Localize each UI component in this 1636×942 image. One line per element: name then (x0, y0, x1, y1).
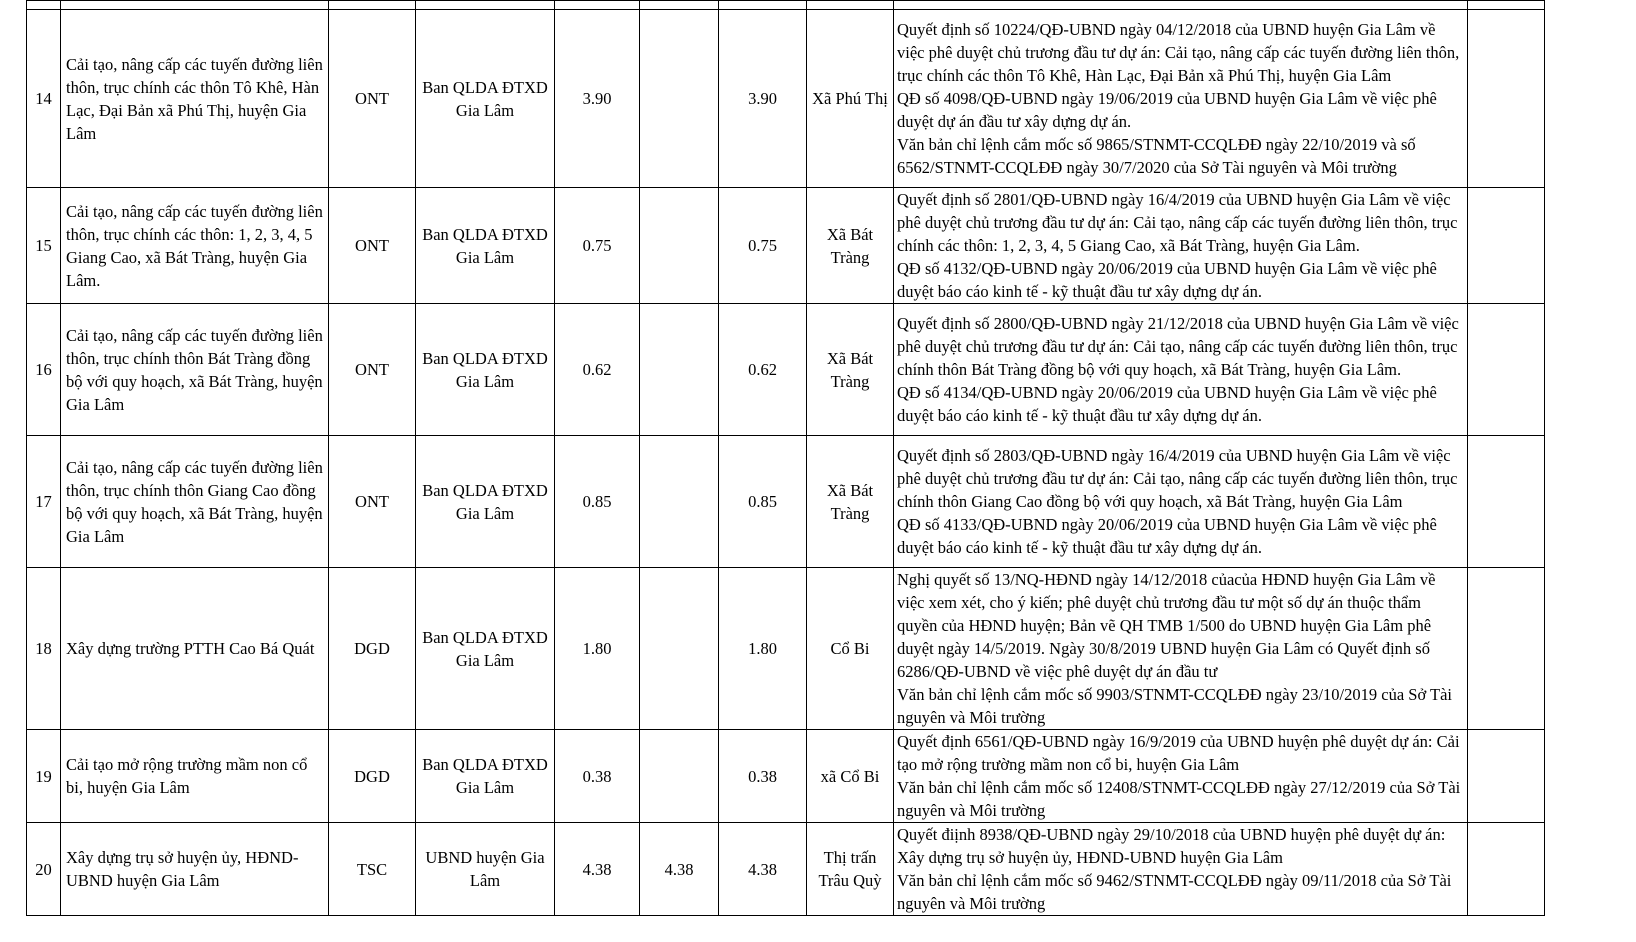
table-row (27, 436, 1545, 568)
cell-land-code: DGD (329, 730, 416, 823)
legal-basis-line: Nghị quyết số 13/NQ-HĐND ngày 14/12/2018 củacủa HĐND huyện Gia Lâm về việc xem xét, cho ý kiến; phê duyệt chủ trương đầu tư một số dự án thuộc thẩm quyền của HĐND huyện; Bản vẽ QH TMB 1/500 do UBND huyện Gia Lâm phê duyệt ngày 14/5/2019. Ngày 30/8/2019 UBND huyện Gia Lâm có Quyết định số 6286/QĐ-UBND về việc phê duyệt dự án đầu tư (897, 570, 1436, 681)
legal-basis-line: QĐ số 4098/QĐ-UBND ngày 19/06/2019 của UBND huyện Gia Lâm về việc phê duyệt dự án đầu tư xây dựng dự án. (897, 89, 1437, 131)
cell-stt: 14 (27, 10, 61, 188)
legal-basis-line: Quyết định 6561/QĐ-UBND ngày 16/9/2019 của UBND huyện phê duyệt dự án: Cải tạo mở rộng trường mầm non cổ bi, huyện Gia Lâm (897, 732, 1460, 774)
cell-note (1468, 188, 1545, 304)
cell-investor: UBND huyện Gia Lâm (416, 823, 555, 916)
cell-area: 0.62 (555, 304, 640, 436)
cell-area-3: 0.62 (719, 304, 807, 436)
table-row (27, 10, 1545, 188)
legal-basis-line: Văn bản chỉ lệnh cắm mốc số 9865/STNMT-CCQLĐĐ ngày 22/10/2019 và số 6562/STNMT-CCQLĐĐ ngày 30/7/2020 của Sở Tài nguyên và Môi trường (897, 135, 1416, 177)
cell-legal-basis (894, 188, 1468, 304)
legal-basis-line: Quyết định số 2800/QĐ-UBND ngày 21/12/2018 của UBND huyện Gia Lâm về việc phê duyệt chủ trương đầu tư dự án: Cải tạo, nâng cấp các tuyến đường liên thôn, trục chính thôn Bát Tràng đồng bộ với quy hoạch, xã Bát Tràng, huyện Gia Lâm. (897, 314, 1459, 379)
cell-legal-basis (894, 436, 1468, 568)
cell-stub (894, 1, 1468, 10)
cell-location: Thị trấn Trâu Quỳ (807, 823, 894, 916)
cell-project-name: Xây dựng trụ sở huyện ủy, HĐND-UBND huyện Gia Lâm (61, 823, 329, 916)
cell-project-name: Cải tạo, nâng cấp các tuyến đường liên thôn, trục chính thôn Bát Tràng đồng bộ với quy hoạch, xã Bát Tràng, huyện Gia Lâm (61, 304, 329, 436)
cell-legal-basis (894, 10, 1468, 188)
cell-land-code: TSC (329, 823, 416, 916)
cell-area-3: 0.85 (719, 436, 807, 568)
land-use-project-table (26, 0, 1545, 916)
legal-basis-line: Quyết định số 10224/QĐ-UBND ngày 04/12/2018 của UBND huyện Gia Lâm về việc phê duyệt chủ trương đầu tư dự án: Cải tạo, nâng cấp các tuyến đường liên thôn, trục chính các thôn Tô Khê, Hàn Lạc, Đại Bản xã Phú Thị, huyện Gia Lâm (897, 20, 1460, 85)
cell-location: Xã Bát Tràng (807, 436, 894, 568)
legal-basis-line: QĐ số 4134/QĐ-UBND ngày 20/06/2019 của UBND huyện Gia Lâm về việc phê duyệt báo cáo kinh tế - kỹ thuật đầu tư xây dựng dự án. (897, 383, 1437, 425)
cell-location: Xã Bát Tràng (807, 188, 894, 304)
table-row-partial (27, 1, 1545, 10)
cell-investor: Ban QLDA ĐTXD Gia Lâm (416, 10, 555, 188)
cell-area-2 (640, 568, 719, 730)
cell-area-2 (640, 10, 719, 188)
cell-legal-basis (894, 568, 1468, 730)
table-row (27, 188, 1545, 304)
cell-legal-basis (894, 730, 1468, 823)
cell-stub (807, 1, 894, 10)
cell-area: 1.80 (555, 568, 640, 730)
cell-note (1468, 730, 1545, 823)
cell-area-3: 3.90 (719, 10, 807, 188)
cell-area-2 (640, 304, 719, 436)
cell-note (1468, 823, 1545, 916)
legal-basis-line: Văn bản chỉ lệnh cắm mốc số 12408/STNMT-CCQLĐĐ ngày 27/12/2019 của Sở Tài nguyên và Môi trường (897, 778, 1461, 820)
cell-investor: Ban QLDA ĐTXD Gia Lâm (416, 730, 555, 823)
legal-basis-line: Văn bản chỉ lệnh cắm mốc số 9903/STNMT-CCQLĐĐ ngày 23/10/2019 của Sở Tài nguyên và Môi trường (897, 685, 1452, 727)
cell-stt: 19 (27, 730, 61, 823)
legal-basis-line: Quyết điịnh 8938/QĐ-UBND ngày 29/10/2018 của UBND huyện phê duyệt dự án: Xây dựng trụ sở huyện ủy, HĐND-UBND huyện Gia Lâm (897, 825, 1446, 867)
cell-stt: 15 (27, 188, 61, 304)
cell-stub (329, 1, 416, 10)
cell-note (1468, 436, 1545, 568)
table-row (27, 730, 1545, 823)
cell-stt: 17 (27, 436, 61, 568)
cell-land-code: ONT (329, 188, 416, 304)
cell-project-name: Xây dựng trường PTTH Cao Bá Quát (61, 568, 329, 730)
cell-area: 4.38 (555, 823, 640, 916)
cell-area: 0.75 (555, 188, 640, 304)
cell-investor: Ban QLDA ĐTXD Gia Lâm (416, 304, 555, 436)
cell-location: xã Cổ Bi (807, 730, 894, 823)
cell-investor: Ban QLDA ĐTXD Gia Lâm (416, 188, 555, 304)
cell-area-2: 4.38 (640, 823, 719, 916)
table-row (27, 823, 1545, 916)
cell-area-2 (640, 188, 719, 304)
legal-basis-line: QĐ số 4132/QĐ-UBND ngày 20/06/2019 của UBND huyện Gia Lâm về việc phê duyệt báo cáo kinh tế - kỹ thuật đầu tư xây dựng dự án. (897, 259, 1437, 301)
cell-land-code: ONT (329, 436, 416, 568)
cell-stt: 16 (27, 304, 61, 436)
cell-legal-basis (894, 823, 1468, 916)
cell-land-code: ONT (329, 10, 416, 188)
cell-project-name: Cải tạo, nâng cấp các tuyến đường liên thôn, trục chính thôn Giang Cao đồng bộ với quy hoạch, xã Bát Tràng, huyện Gia Lâm (61, 436, 329, 568)
cell-project-name: Cải tạo, nâng cấp các tuyến đường liên thôn, trục chính các thôn: 1, 2, 3, 4, 5 Giang Cao, xã Bát Tràng, huyện Gia Lâm. (61, 188, 329, 304)
cell-project-name: Cải tạo mở rộng trường mầm non cổ bi, huyện Gia Lâm (61, 730, 329, 823)
table-body (27, 1, 1545, 916)
legal-basis-line: Quyết định số 2803/QĐ-UBND ngày 16/4/2019 của UBND huyện Gia Lâm về việc phê duyệt chủ trương đầu tư dự án: Cải tạo, nâng cấp các tuyến đường liên thôn, trục chính thôn Giang Cao đồng bộ với quy hoạch, xã Bát Tràng, huyện Gia Lâm (897, 446, 1458, 511)
cell-stt: 20 (27, 823, 61, 916)
legal-basis-line: Văn bản chỉ lệnh cắm mốc số 9462/STNMT-CCQLĐĐ ngày 09/11/2018 của Sở Tài nguyên và Môi trường (897, 871, 1452, 913)
cell-location: Xã Phú Thị (807, 10, 894, 188)
cell-stub (1468, 1, 1545, 10)
cell-legal-basis (894, 304, 1468, 436)
cell-area-2 (640, 730, 719, 823)
cell-area-3: 1.80 (719, 568, 807, 730)
cell-investor: Ban QLDA ĐTXD Gia Lâm (416, 568, 555, 730)
legal-basis-line: Quyết định số 2801/QĐ-UBND ngày 16/4/2019 của UBND huyện Gia Lâm về việc phê duyệt chủ trương đầu tư dự án: Cải tạo, nâng cấp các tuyến đường liên thôn, trục chính các thôn: 1, 2, 3, 4, 5 Giang Cao, xã Bát Tràng, huyện Gia Lâm. (897, 190, 1458, 255)
cell-area-3: 0.75 (719, 188, 807, 304)
legal-basis-line: QĐ số 4133/QĐ-UBND ngày 20/06/2019 của UBND huyện Gia Lâm về việc phê duyệt báo cáo kinh tế - kỹ thuật đầu tư xây dựng dự án. (897, 515, 1437, 557)
cell-stt: 18 (27, 568, 61, 730)
cell-location: Cổ Bi (807, 568, 894, 730)
cell-stub (27, 1, 61, 10)
table-row (27, 568, 1545, 730)
cell-project-name: Cải tạo, nâng cấp các tuyến đường liên thôn, trục chính các thôn Tô Khê, Hàn Lạc, Đại Bản xã Phú Thị, huyện Gia Lâm (61, 10, 329, 188)
cell-area-3: 4.38 (719, 823, 807, 916)
cell-area: 0.38 (555, 730, 640, 823)
cell-stub (416, 1, 555, 10)
cell-investor: Ban QLDA ĐTXD Gia Lâm (416, 436, 555, 568)
table-row (27, 304, 1545, 436)
cell-note (1468, 568, 1545, 730)
cell-land-code: DGD (329, 568, 416, 730)
cell-note (1468, 10, 1545, 188)
cell-location: Xã Bát Tràng (807, 304, 894, 436)
cell-area-2 (640, 436, 719, 568)
cell-stub (640, 1, 719, 10)
cell-stub (61, 1, 329, 10)
cell-area: 3.90 (555, 10, 640, 188)
cell-note (1468, 304, 1545, 436)
cell-area-3: 0.38 (719, 730, 807, 823)
cell-land-code: ONT (329, 304, 416, 436)
cell-stub (555, 1, 640, 10)
cell-area: 0.85 (555, 436, 640, 568)
cell-stub (719, 1, 807, 10)
